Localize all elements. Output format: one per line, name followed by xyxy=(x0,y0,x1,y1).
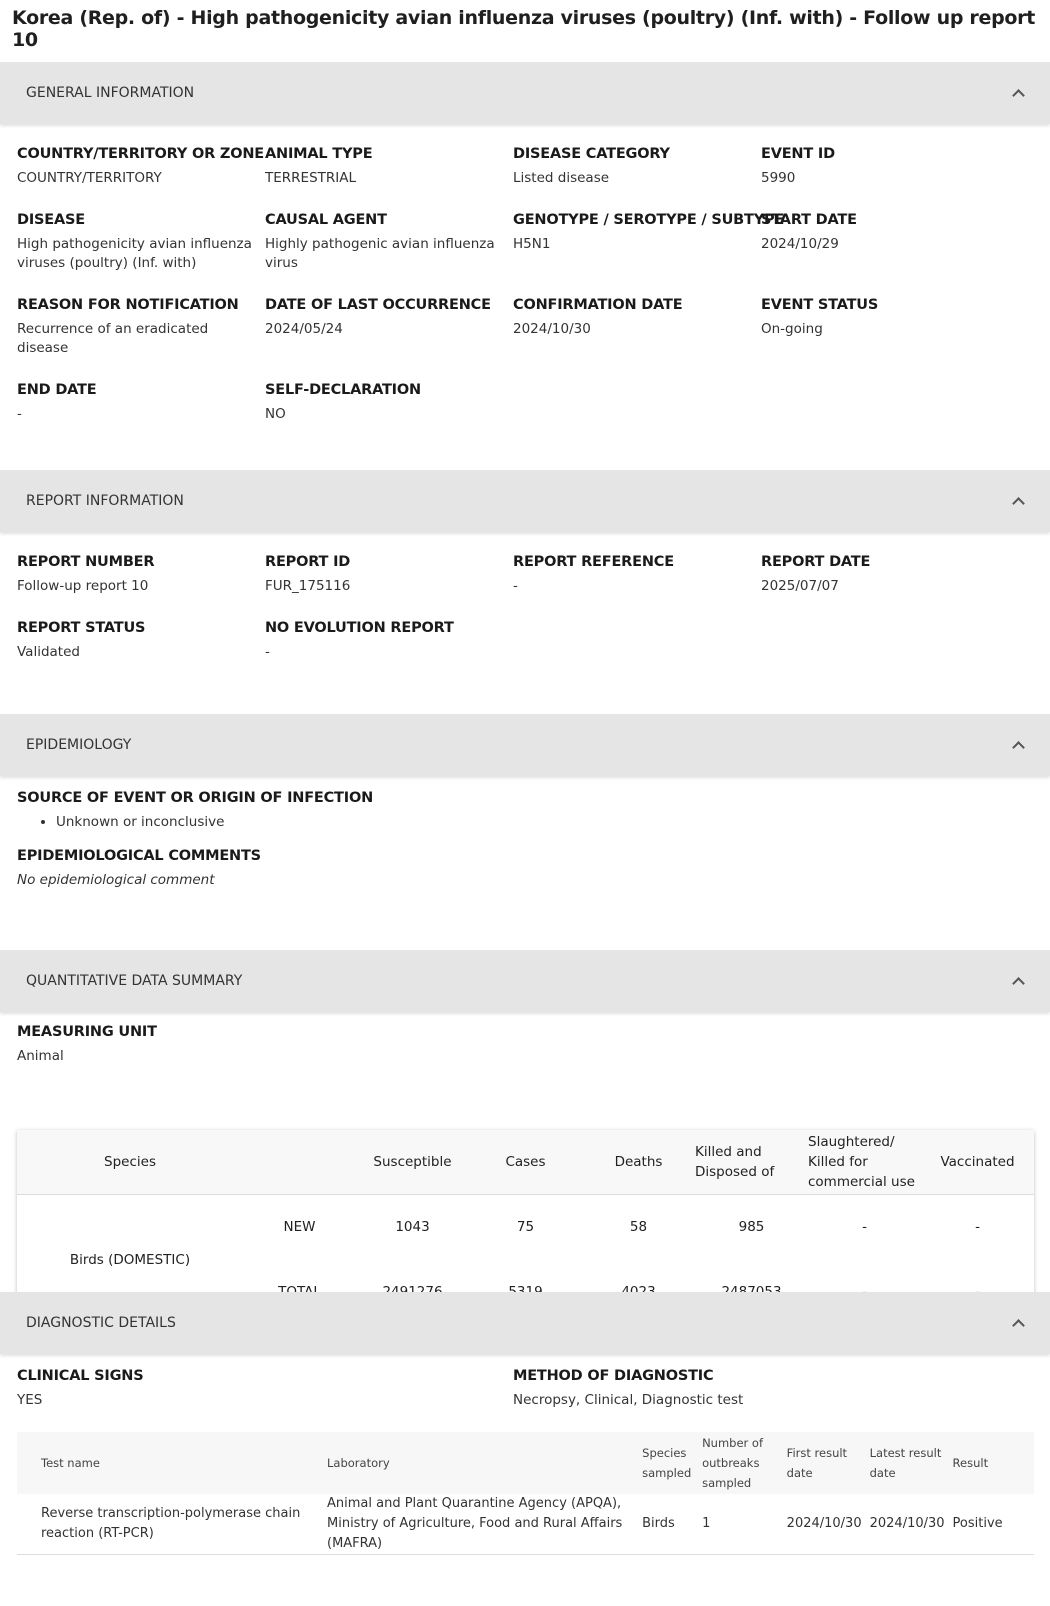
field-value: Recurrence of an eradicated disease xyxy=(17,321,209,356)
chevron-up-icon[interactable] xyxy=(1012,975,1024,987)
cell-deaths: 58 xyxy=(629,1219,648,1236)
field-value: On-going xyxy=(761,321,823,337)
list-item: • Unknown or inconclusive xyxy=(56,814,1033,830)
field-value: - xyxy=(17,406,22,422)
cell-susceptible: 1043 xyxy=(395,1219,430,1236)
field-method xyxy=(513,1368,1009,1408)
cell-vaccinated: - xyxy=(975,1219,980,1236)
field-report-status xyxy=(17,620,265,686)
section-header-quantitative[interactable] xyxy=(0,950,1050,1012)
source-list xyxy=(17,814,1033,830)
column-header-lab: Laboratory xyxy=(323,1432,638,1494)
field-label: GENOTYPE / SEROTYPE / SUBTYPE xyxy=(513,212,785,228)
field-last-occurrence xyxy=(265,297,513,382)
field-reason xyxy=(17,297,265,382)
field-value: H5N1 xyxy=(513,236,551,252)
column-header-vaccinated: Vaccinated xyxy=(921,1130,1034,1195)
column-header-result: Result xyxy=(949,1432,1034,1494)
field-report-id xyxy=(265,554,513,620)
field-confirmation-date xyxy=(513,297,761,382)
section-title: GENERAL INFORMATION xyxy=(26,85,195,101)
field-label: REPORT DATE xyxy=(761,554,871,570)
section-title: REPORT INFORMATION xyxy=(26,493,184,509)
field-label: CLINICAL SIGNS xyxy=(17,1368,144,1384)
field-label: EVENT ID xyxy=(761,146,835,162)
chevron-up-icon[interactable] xyxy=(1012,739,1024,751)
cell-species: Birds xyxy=(638,1494,698,1555)
field-label: END DATE xyxy=(17,382,97,398)
field-label: DISEASE CATEGORY xyxy=(513,146,670,162)
column-header-slaughtered xyxy=(808,1130,921,1195)
field-value: Necropsy, Clinical, Diagnostic test xyxy=(513,1392,744,1408)
section-title: QUANTITATIVE DATA SUMMARY xyxy=(26,973,243,989)
field-label: START DATE xyxy=(761,212,857,228)
field-label: NO EVOLUTION REPORT xyxy=(265,620,454,636)
field-label: EVENT STATUS xyxy=(761,297,879,313)
field-country xyxy=(17,146,265,212)
section-header-general[interactable] xyxy=(0,62,1050,124)
cell-slaughtered: - xyxy=(862,1219,867,1236)
field-label: REPORT ID xyxy=(265,554,351,570)
column-header-species: Species xyxy=(17,1130,243,1195)
field-label: REPORT NUMBER xyxy=(17,554,155,570)
field-label: CONFIRMATION DATE xyxy=(513,297,683,313)
cell-laboratory: Animal and Plant Quarantine Agency (APQA), Ministry of Agriculture, Food and Rural Affairs (MAFRA) xyxy=(323,1494,638,1555)
field-value: TERRESTRIAL xyxy=(265,170,356,186)
header-text: Killed and Disposed of xyxy=(695,1144,775,1180)
diagnostic-table xyxy=(17,1432,1034,1555)
field-end-date xyxy=(17,382,265,448)
section-title: EPIDEMIOLOGY xyxy=(26,737,132,753)
field-report-date xyxy=(761,554,1009,620)
field-value: COUNTRY/TERRITORY xyxy=(17,170,162,186)
field-value: Highly pathogenic avian influenza virus xyxy=(265,236,495,271)
cell-outbreaks: 1 xyxy=(698,1494,783,1555)
table-row xyxy=(17,1494,1034,1555)
column-header-first-result: First result date xyxy=(783,1432,866,1494)
chevron-up-icon[interactable] xyxy=(1012,495,1024,507)
section-title: DIAGNOSTIC DETAILS xyxy=(26,1315,176,1331)
field-value: - xyxy=(513,578,518,594)
field-value: 2024/10/30 xyxy=(513,321,591,337)
column-header-species: Species sampled xyxy=(638,1432,698,1494)
column-header-susceptible: Susceptible xyxy=(356,1130,469,1195)
section-body-report xyxy=(0,532,1050,714)
comments-label: EPIDEMIOLOGICAL COMMENTS xyxy=(17,848,261,864)
column-header-outbreaks: Number of outbreaks sampled xyxy=(698,1432,783,1494)
section-header-report[interactable] xyxy=(0,470,1050,532)
field-label: METHOD OF DIAGNOSTIC xyxy=(513,1368,714,1384)
field-value: - xyxy=(265,644,270,660)
cell-cases: 75 xyxy=(516,1219,535,1236)
field-label: DISEASE xyxy=(17,212,85,228)
field-label: CAUSAL AGENT xyxy=(265,212,387,228)
column-header-test: Test name xyxy=(17,1432,323,1494)
field-label: SELF-DECLARATION xyxy=(265,382,421,398)
field-label: ANIMAL TYPE xyxy=(265,146,373,162)
field-value: YES xyxy=(17,1392,43,1408)
species-cell: Birds (DOMESTIC) xyxy=(69,1251,191,1268)
diagnostic-table-wrapper xyxy=(17,1432,1034,1555)
header-text: Slaughtered/ Killed for commercial use xyxy=(808,1134,915,1190)
page-title: Korea (Rep. of) - High pathogenicity avian influenza viruses (poultry) (Inf. with) - Follow up report 10 xyxy=(12,7,1035,51)
field-value: 2024/05/24 xyxy=(265,321,343,337)
column-header-blank xyxy=(243,1130,356,1195)
field-value: Validated xyxy=(17,644,80,660)
measuring-unit-label: MEASURING UNIT xyxy=(17,1024,157,1040)
cell-latest-result: 2024/10/30 xyxy=(866,1494,949,1555)
field-self-declaration xyxy=(265,382,513,448)
section-header-epidemiology[interactable] xyxy=(0,714,1050,776)
field-animal-type xyxy=(265,146,513,212)
comment-text: No epidemiological comment xyxy=(17,872,215,888)
cell-test-name: Reverse transcription-polymerase chain reaction (RT-PCR) xyxy=(17,1494,323,1555)
section-header-diagnostic[interactable] xyxy=(0,1292,1050,1354)
field-causal-agent xyxy=(265,212,513,297)
field-value: 5990 xyxy=(761,170,796,186)
field-event-id xyxy=(761,146,1009,212)
chevron-up-icon[interactable] xyxy=(1012,87,1024,99)
field-start-date xyxy=(761,212,1009,297)
measuring-unit-value: Animal xyxy=(17,1048,64,1064)
section-body-quantitative xyxy=(0,1012,1050,1292)
section-body-diagnostic xyxy=(0,1354,1050,1555)
row-kind: NEW xyxy=(283,1219,316,1236)
field-genotype xyxy=(513,212,785,297)
column-header-killed xyxy=(695,1130,808,1195)
field-value: Listed disease xyxy=(513,170,610,186)
field-value: High pathogenicity avian influenza viruses (poultry) (Inf. with) xyxy=(17,236,252,271)
column-header-cases: Cases xyxy=(469,1130,582,1195)
cell-first-result: 2024/10/30 xyxy=(783,1494,866,1555)
source-label: SOURCE OF EVENT OR ORIGIN OF INFECTION xyxy=(17,790,374,806)
field-clinical-signs xyxy=(17,1368,513,1408)
field-no-evolution xyxy=(265,620,513,686)
field-report-number xyxy=(17,554,265,620)
field-value: 2025/07/07 xyxy=(761,578,839,594)
field-disease xyxy=(17,212,265,297)
field-value: NO xyxy=(265,406,286,422)
column-header-deaths: Deaths xyxy=(582,1130,695,1195)
chevron-up-icon[interactable] xyxy=(1012,1317,1024,1329)
field-value: FUR_175116 xyxy=(265,578,351,594)
column-header-latest-result: Latest result date xyxy=(866,1432,949,1494)
field-value: 2024/10/29 xyxy=(761,236,839,252)
section-body-general xyxy=(0,124,1050,470)
field-report-reference xyxy=(513,554,761,620)
section-body-epidemiology xyxy=(0,776,1050,950)
field-label: REPORT REFERENCE xyxy=(513,554,674,570)
field-label: REPORT STATUS xyxy=(17,620,146,636)
cell-killed: 985 xyxy=(738,1219,765,1236)
table-header-row xyxy=(17,1432,1034,1494)
field-disease-category xyxy=(513,146,761,212)
cell-result: Positive xyxy=(949,1494,1034,1555)
table-header-row xyxy=(17,1130,1034,1195)
field-label: DATE OF LAST OCCURRENCE xyxy=(265,297,491,313)
field-event-status xyxy=(761,297,1009,382)
field-label: COUNTRY/TERRITORY OR ZONE xyxy=(17,146,265,162)
table-row-new xyxy=(17,1195,1034,1260)
field-value: Follow-up report 10 xyxy=(17,578,149,594)
field-label: REASON FOR NOTIFICATION xyxy=(17,297,239,313)
